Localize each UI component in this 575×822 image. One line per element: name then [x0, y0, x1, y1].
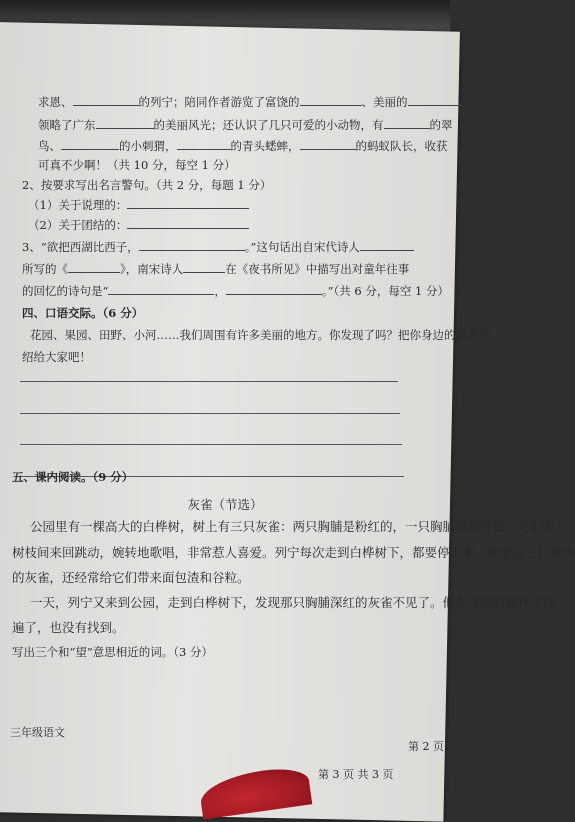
question-5-1: 写出三个和“望”意思相近的词。（3 分）: [12, 645, 213, 659]
question-3: 3、“欲把西湖比西子， 。”这句话出自宋代诗人: [22, 240, 414, 254]
answer-line: [20, 381, 398, 382]
section-4-heading: 四、口语交际。（6 分）: [22, 306, 144, 320]
text-line: 可真不少啊！（共 10 分，每空 1 分）: [38, 158, 236, 172]
passage-line: 公园里有一棵高大的白桦树，树上有三只灰雀：两只胸脯是粉红的，一只胸脯是深红的。它们在: [30, 519, 556, 534]
passage-line: 的灰雀，还经常给它们带来面包渣和谷粒。: [12, 570, 250, 585]
answer-line: [20, 444, 402, 445]
passage-line: 树枝间来回跳动，婉转地歌唱，非常惹人喜爱。列宁每次走到白桦树下，都要停下来，仰望这三只欢快: [12, 545, 575, 560]
text-line: 求恩、 的列宁；陪同作者游览了富饶的 、美丽的: [38, 95, 462, 109]
question-3-line2: 所写的《 》，南宋诗人 在《夜书所见》中描写出对童年往事: [22, 262, 410, 276]
passage-line: 一天，列宁又来到公园，走到白桦树下，发现那只胸脯深红的灰雀不见了。他在周围的树林中找: [30, 595, 556, 610]
section-4-prompt: 花园、果园、田野、小河……我们周围有许多美丽的地方。你发现了吗？把你身边的美景介: [30, 328, 490, 342]
section-5-heading: 五、课内阅读。（9 分）: [12, 470, 134, 484]
question-3-line3: 的回忆的诗句是“ ， 。”（共 6 分，每空 1 分）: [22, 284, 450, 298]
footer-page-number: 第 2 页: [408, 740, 444, 753]
footer-subject: 三年级语文: [10, 726, 65, 739]
question-2-1: （1）关于说理的：: [28, 198, 249, 212]
text-line: 领略了广东 的美丽风光；还认识了几只可爱的小动物，有 的翠: [38, 118, 453, 132]
question-2: 2、按要求写出名言警句。（共 2 分，每题 1 分）: [22, 178, 272, 192]
question-2-2: （2）关于团结的：: [28, 218, 249, 232]
answer-line: [20, 413, 400, 414]
passage-line: 遍了，也没有找到。: [12, 620, 125, 635]
text-line: 鸟、 的小刺猬， 的青头蟋蟀， 的蚂蚁队长，收获: [38, 139, 448, 153]
passage-title: 灰雀（节选）: [187, 497, 263, 512]
section-4-prompt: 绍给大家吧！: [22, 350, 91, 364]
footer-page-count: 第 3 页 共 3 页: [318, 768, 394, 781]
